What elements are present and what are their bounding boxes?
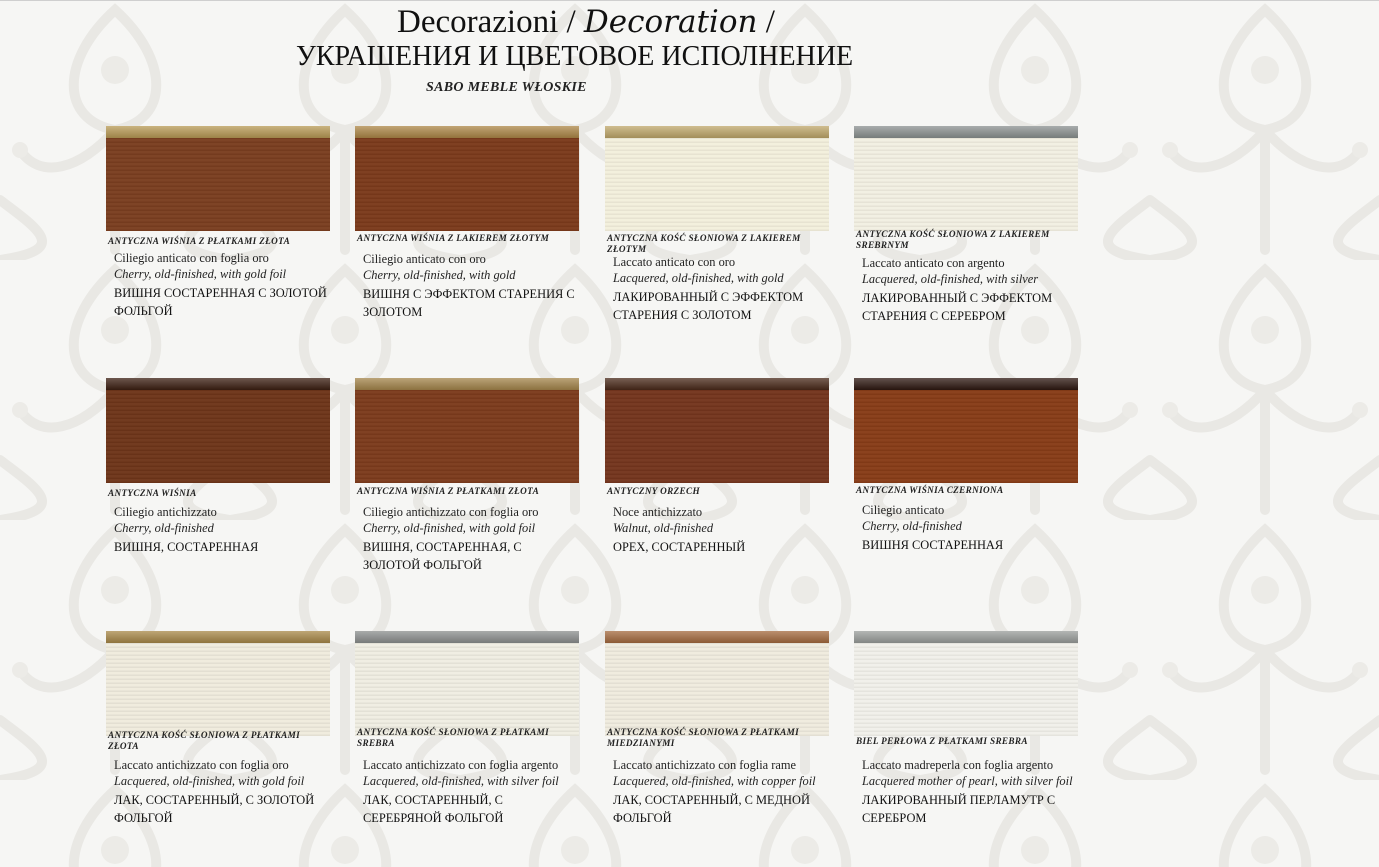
finish-description	[613, 254, 829, 324]
swatch-trim	[355, 631, 579, 643]
finish-italian-name: Ciliegio antichizzato con foglia oro	[363, 505, 539, 519]
finish-code: ANTYCZNA WIŚNIA Z PŁATKAMI ZŁOTA	[357, 486, 540, 496]
finish-code: ANTYCZNA KOŚĆ SŁONIOWA Z LAKIEREM SREBRNYM	[856, 229, 1050, 250]
finish-swatch	[854, 631, 1078, 736]
swatch-body	[355, 138, 579, 231]
finish-italian-name: Laccato anticato con argento	[862, 256, 1005, 270]
finish-description	[114, 757, 330, 827]
finish-english-name: Lacquered, old-finished, with silver foil	[363, 774, 559, 788]
swatch-body	[605, 138, 829, 231]
swatch-trim	[854, 126, 1078, 138]
finish-italian-name: Laccato madreperla con foglia argento	[862, 758, 1054, 772]
finish-code: ANTYCZNA WIŚNIA Z PŁATKAMI ZŁOTA	[108, 236, 291, 246]
finish-english-name: Lacquered, old-finished, with copper foil	[613, 774, 816, 788]
swatch-trim	[355, 126, 579, 138]
finish-code: ANTYCZNA KOŚĆ SŁONIOWA Z PŁATKAMI MIEDZIANYMI	[607, 727, 800, 748]
finish-code: ANTYCZNA WIŚNIA	[108, 488, 197, 498]
finish-code: ANTYCZNA KOŚĆ SŁONIOWA Z PŁATKAMI ZŁOTA	[108, 730, 301, 751]
swatch-body	[854, 138, 1078, 231]
finish-russian-name: ЛАК, СОСТАРЕННЫЙ, С ЗОЛОТОЙ ФОЛЬГОЙ	[114, 793, 315, 825]
swatch-body	[106, 138, 330, 231]
finish-russian-name: ОРЕХ, СОСТАРЕННЫЙ	[613, 540, 746, 554]
finish-english-name: Cherry, old-finished, with gold foil	[114, 267, 287, 281]
finish-code: ANTYCZNA WIŚNIA CZERNIONA	[856, 485, 1004, 495]
brand-name: SABO MEBLE WŁOSKIE	[426, 80, 587, 95]
finish-swatch	[355, 378, 579, 483]
finish-russian-name: ЛАКИРОВАННЫЙ ПЕРЛАМУТР С СЕРЕБРОМ	[862, 793, 1056, 825]
page-subtitle-russian: УКРАШЕНИЯ И ЦВЕТОВОЕ ИСПОЛНЕНИЕ	[296, 41, 854, 72]
finish-swatch	[355, 126, 579, 231]
finish-swatch	[106, 378, 330, 483]
swatch-body	[605, 643, 829, 736]
finish-italian-name: Laccato antichizzato con foglia rame	[613, 758, 797, 772]
finish-description	[862, 255, 1078, 325]
swatch-trim	[106, 631, 330, 643]
finish-russian-name: ЛАКИРОВАННЫЙ С ЭФФЕКТОМ СТАРЕНИЯ С СЕРЕБРОМ	[862, 291, 1053, 323]
finish-code: ANTYCZNA WIŚNIA Z LAKIEREM ZŁOTYM	[357, 233, 550, 243]
finish-english-name: Lacquered, old-finished, with gold	[613, 271, 784, 285]
finish-description	[363, 504, 579, 574]
finish-italian-name: Laccato anticato con oro	[613, 255, 736, 269]
finish-russian-name: ВИШНЯ С ЭФФЕКТОМ СТАРЕНИЯ С ЗОЛОТОМ	[363, 287, 575, 319]
finish-english-name: Cherry, old-finished, with gold	[363, 268, 516, 282]
finish-swatch	[106, 631, 330, 736]
finish-swatch	[355, 631, 579, 736]
finish-italian-name: Ciliegio anticato	[862, 503, 945, 517]
finish-russian-name: ВИШНЯ, СОСТАРЕННАЯ, С ЗОЛОТОЙ ФОЛЬГОЙ	[363, 540, 522, 572]
finish-russian-name: ЛАК, СОСТАРЕННЫЙ, С СЕРЕБРЯНОЙ ФОЛЬГОЙ	[363, 793, 504, 825]
finish-russian-name: ВИШНЯ СОСТАРЕННАЯ С ЗОЛОТОЙ ФОЛЬГОЙ	[114, 286, 327, 318]
finish-swatch	[605, 378, 829, 483]
swatch-body	[106, 390, 330, 483]
swatch-trim	[106, 378, 330, 390]
swatch-trim	[854, 378, 1078, 390]
finish-code: BIEL PERŁOWA Z PŁATKAMI SREBRA	[856, 736, 1028, 746]
finish-russian-name: ЛАКИРОВАННЫЙ С ЭФФЕКТОМ СТАРЕНИЯ С ЗОЛОТОМ	[613, 290, 804, 322]
finish-italian-name: Ciliegio antichizzato	[114, 505, 217, 519]
finish-code: ANTYCZNY ORZECH	[607, 486, 700, 496]
swatch-body	[605, 390, 829, 483]
finish-english-name: Lacquered, old-finished, with silver	[862, 272, 1039, 286]
finish-code: ANTYCZNA KOŚĆ SŁONIOWA Z LAKIEREM ZŁOTYM	[607, 233, 801, 254]
title-english: Decoration	[583, 4, 758, 40]
finish-italian-name: Ciliegio anticato con foglia oro	[114, 251, 269, 265]
finish-english-name: Lacquered mother of pearl, with silver foil	[862, 774, 1073, 788]
finish-italian-name: Ciliegio anticato con oro	[363, 252, 486, 266]
finish-description	[862, 502, 1078, 554]
finish-description	[114, 504, 330, 556]
finish-description	[363, 251, 579, 321]
swatch-body	[854, 390, 1078, 483]
swatch-body	[355, 390, 579, 483]
finish-description	[613, 757, 829, 827]
finish-russian-name: ВИШНЯ СОСТАРЕННАЯ	[862, 538, 1004, 552]
swatch-trim	[605, 378, 829, 390]
finish-swatch	[106, 126, 330, 231]
swatch-trim	[355, 378, 579, 390]
finish-description	[363, 757, 579, 827]
swatch-trim	[605, 631, 829, 643]
swatch-body	[106, 643, 330, 736]
finish-description	[114, 250, 330, 320]
title-italian: Decorazioni /	[397, 4, 584, 40]
finish-english-name: Walnut, old-finished	[613, 521, 714, 535]
finish-russian-name: ЛАК, СОСТАРЕННЫЙ, С МЕДНОЙ ФОЛЬГОЙ	[613, 793, 810, 825]
swatch-trim	[854, 631, 1078, 643]
finish-english-name: Cherry, old-finished	[862, 519, 962, 533]
finish-description	[862, 757, 1078, 827]
finish-english-name: Lacquered, old-finished, with gold foil	[114, 774, 305, 788]
finish-description	[613, 504, 829, 556]
swatch-trim	[106, 126, 330, 138]
finish-english-name: Cherry, old-finished, with gold foil	[363, 521, 536, 535]
finish-english-name: Cherry, old-finished	[114, 521, 214, 535]
title-separator: /	[757, 4, 775, 40]
finish-italian-name: Laccato antichizzato con foglia argento	[363, 758, 559, 772]
finish-russian-name: ВИШНЯ, СОСТАРЕННАЯ	[114, 540, 259, 554]
finish-italian-name: Noce antichizzato	[613, 505, 703, 519]
swatch-body	[355, 643, 579, 736]
finish-swatch	[854, 126, 1078, 231]
swatch-body	[854, 643, 1078, 736]
finish-swatch	[605, 126, 829, 231]
finish-italian-name: Laccato antichizzato con foglia oro	[114, 758, 289, 772]
finish-swatch	[605, 631, 829, 736]
swatch-trim	[605, 126, 829, 138]
finish-code: ANTYCZNA KOŚĆ SŁONIOWA Z PŁATKAMI SREBRA	[357, 727, 550, 748]
finish-swatch	[854, 378, 1078, 483]
